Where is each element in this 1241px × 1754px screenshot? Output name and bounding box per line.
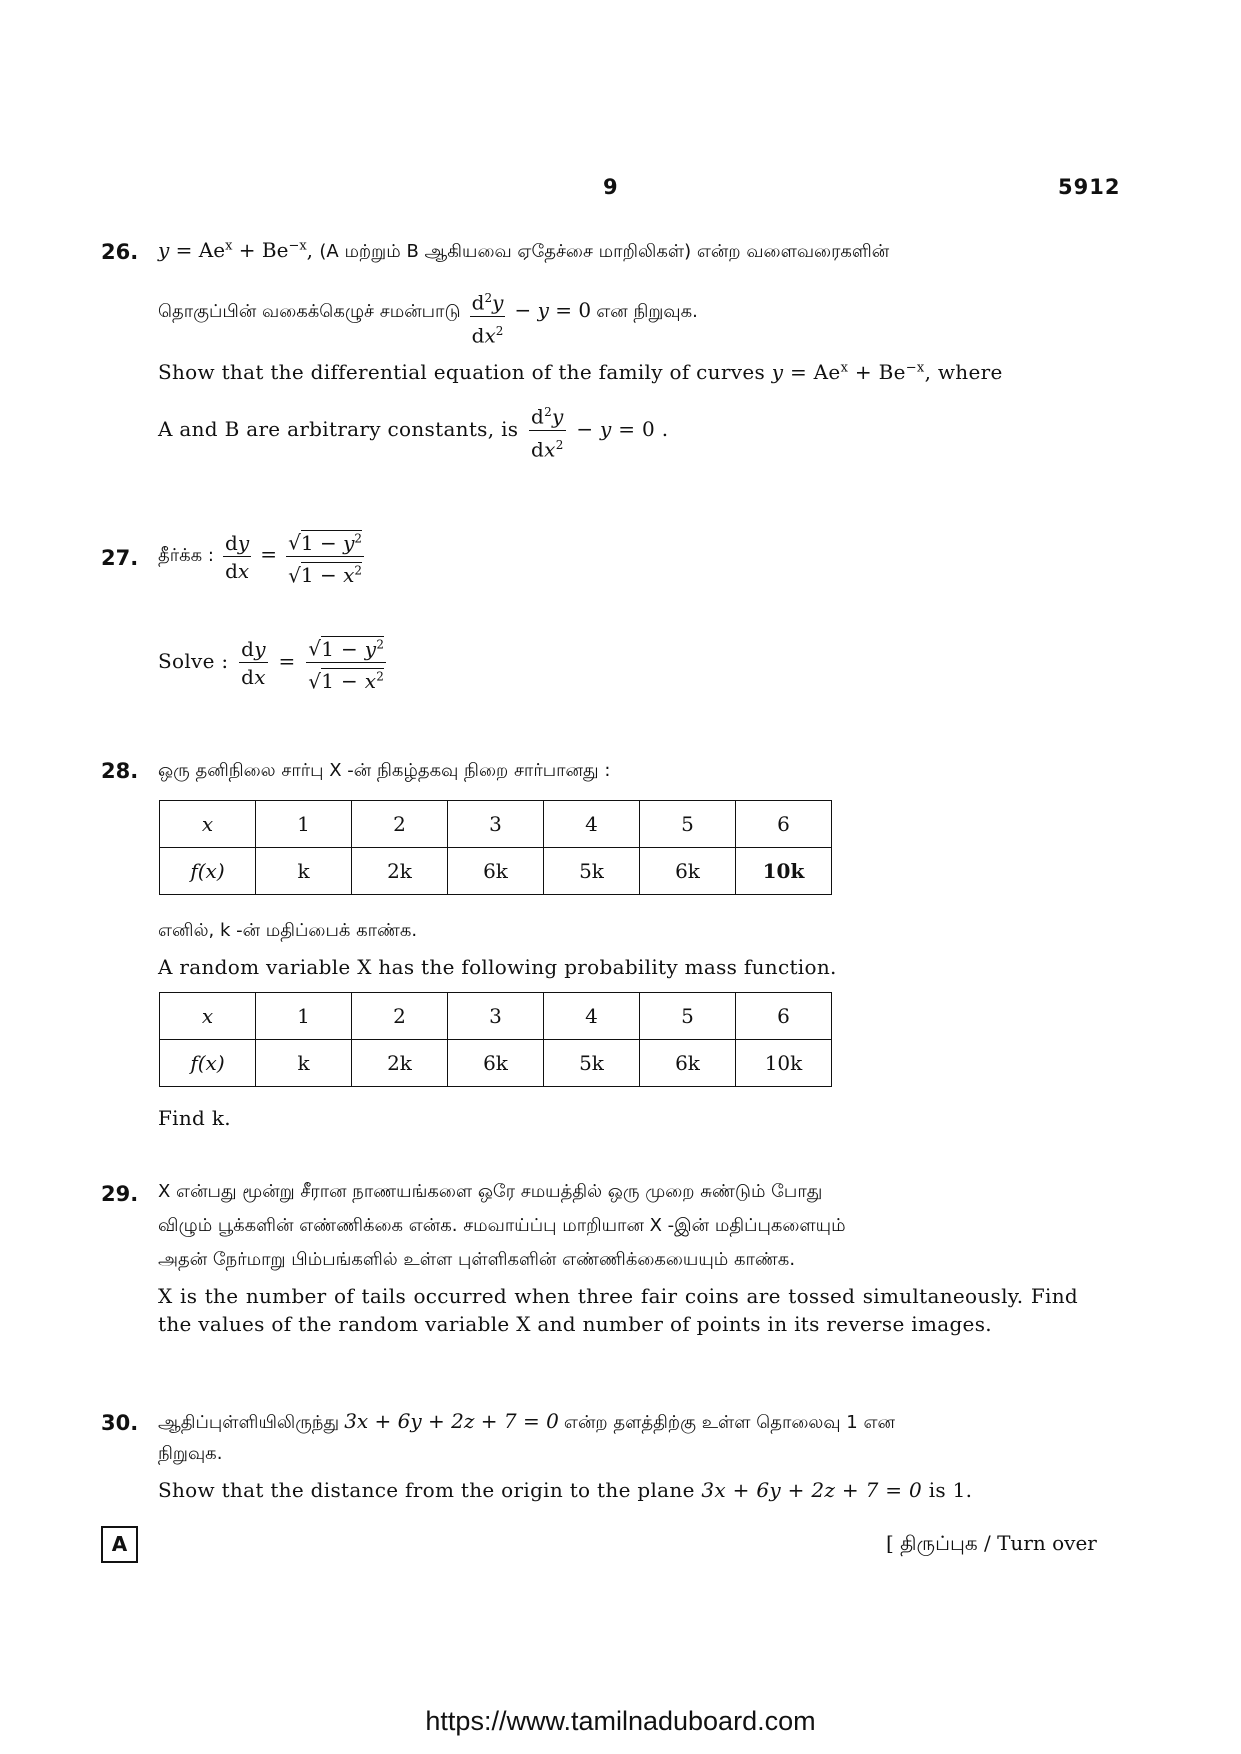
question-number-28: 28. — [101, 759, 139, 783]
q30-tamil-line1: ஆதிப்புள்ளியிலிருந்து 3x + 6y + 2z + 7 = 0 என்ற தளத்திற்கு உள்ள தொலைவு 1 என — [158, 1409, 895, 1433]
q28-english-question: Find k. — [158, 1106, 231, 1130]
q28-tamil-intro: ஒரு தனிநிலை சார்பு X -ன் நிகழ்தகவு நிறை சார்பானது : — [158, 760, 611, 781]
series-box: A — [101, 1526, 138, 1563]
q27-tamil-equation: தீர்க்க : $\frac{dy}{dx}$ = $\frac{√1 - y^2}{√1 - x^2}$ — [158, 526, 368, 587]
q30-english: Show that the distance from the origin to the plane 3x + 6y + 2z + 7 = 0 is 1. — [158, 1478, 973, 1502]
q28-english-intro: A random variable X has the following probability mass function. — [158, 955, 837, 979]
table-row: f(x) k 2k 6k 5k 6k 10k — [160, 1040, 832, 1087]
question-number-26: 26. — [101, 240, 139, 264]
table-row: x 1 2 3 4 5 6 — [160, 993, 832, 1040]
turn-over-label: [ திருப்புக / Turn over — [886, 1531, 1097, 1555]
q28-pmf-table-2 — [159, 992, 832, 1087]
website-url: https://www.tamilnaduboard.com — [425, 1706, 816, 1736]
q26-english-line1: Show that the differential equation of the family of curves $y = Ae^x + Be^{-x}$, where — [158, 360, 1003, 384]
q29-tamil-line3: அதன் நேர்மாறு பிம்பங்களில் உள்ள புள்ளிகளின் எண்ணிக்கையையும் காண்க. — [158, 1249, 796, 1270]
table-row: f(x) k 2k 6k 5k 6k 10k — [160, 848, 832, 895]
question-number-30: 30. — [101, 1411, 139, 1435]
q29-tamil-line2: விழும் பூக்களின் எண்ணிக்கை என்க. சமவாய்ப்பு மாறியான X -இன் மதிப்புகளையும் — [158, 1215, 846, 1236]
q27-english-equation: Solve : $\frac{dy}{dx}$ = $\frac{√1 - y^2}{√1 - x^2}$ — [158, 632, 390, 693]
q26-english-line2: A and B are arbitrary constants, is $\frac{d^2y}{dx^2}$ − y = 0 . — [158, 400, 668, 461]
q26-tamil-line1: $y = Ae^x + Be^{-x}$, (A மற்றும் B ஆகியவை ஏதேச்சை மாறிலிகள்) என்ற வளைவரைகளின் — [158, 238, 890, 262]
q26-fraction-tamil: $\frac{d^2y}{dx^2}$ — [470, 286, 506, 347]
question-number-29: 29. — [101, 1182, 139, 1206]
q28-tamil-question: எனில், k -ன் மதிப்பைக் காண்க. — [158, 920, 418, 941]
paper-code: 5912 — [1058, 175, 1121, 199]
q26-tamil-line2: தொகுப்பின் வகைக்கெழுச் சமன்பாடு $\frac{d^2y}{dx^2}$ − y = 0 என நிறுவுக. — [158, 282, 698, 343]
q26-tamil-text: (A மற்றும் B ஆகியவை ஏதேச்சை மாறிலிகள்) என்ற வளைவரைகளின் — [319, 241, 890, 262]
q30-tamil-line2: நிறுவுக. — [158, 1443, 223, 1464]
q29-english: X is the number of tails occurred when three fair coins are tossed simultaneously. Find the values of the random variable X and number of points in its reverse images. — [158, 1284, 1078, 1336]
page-number: 9 — [603, 175, 619, 199]
table-row: x 1 2 3 4 5 6 — [160, 801, 832, 848]
q29-tamil-line1: X என்பது மூன்று சீரான நாணயங்களை ஒரே சமயத்தில் ஒரு முறை சுண்டும் போது — [158, 1181, 823, 1202]
q26-fraction-english: $\frac{d^2y}{dx^2}$ — [529, 400, 566, 461]
question-number-27: 27. — [101, 546, 139, 570]
q28-pmf-table-1 — [159, 800, 832, 895]
